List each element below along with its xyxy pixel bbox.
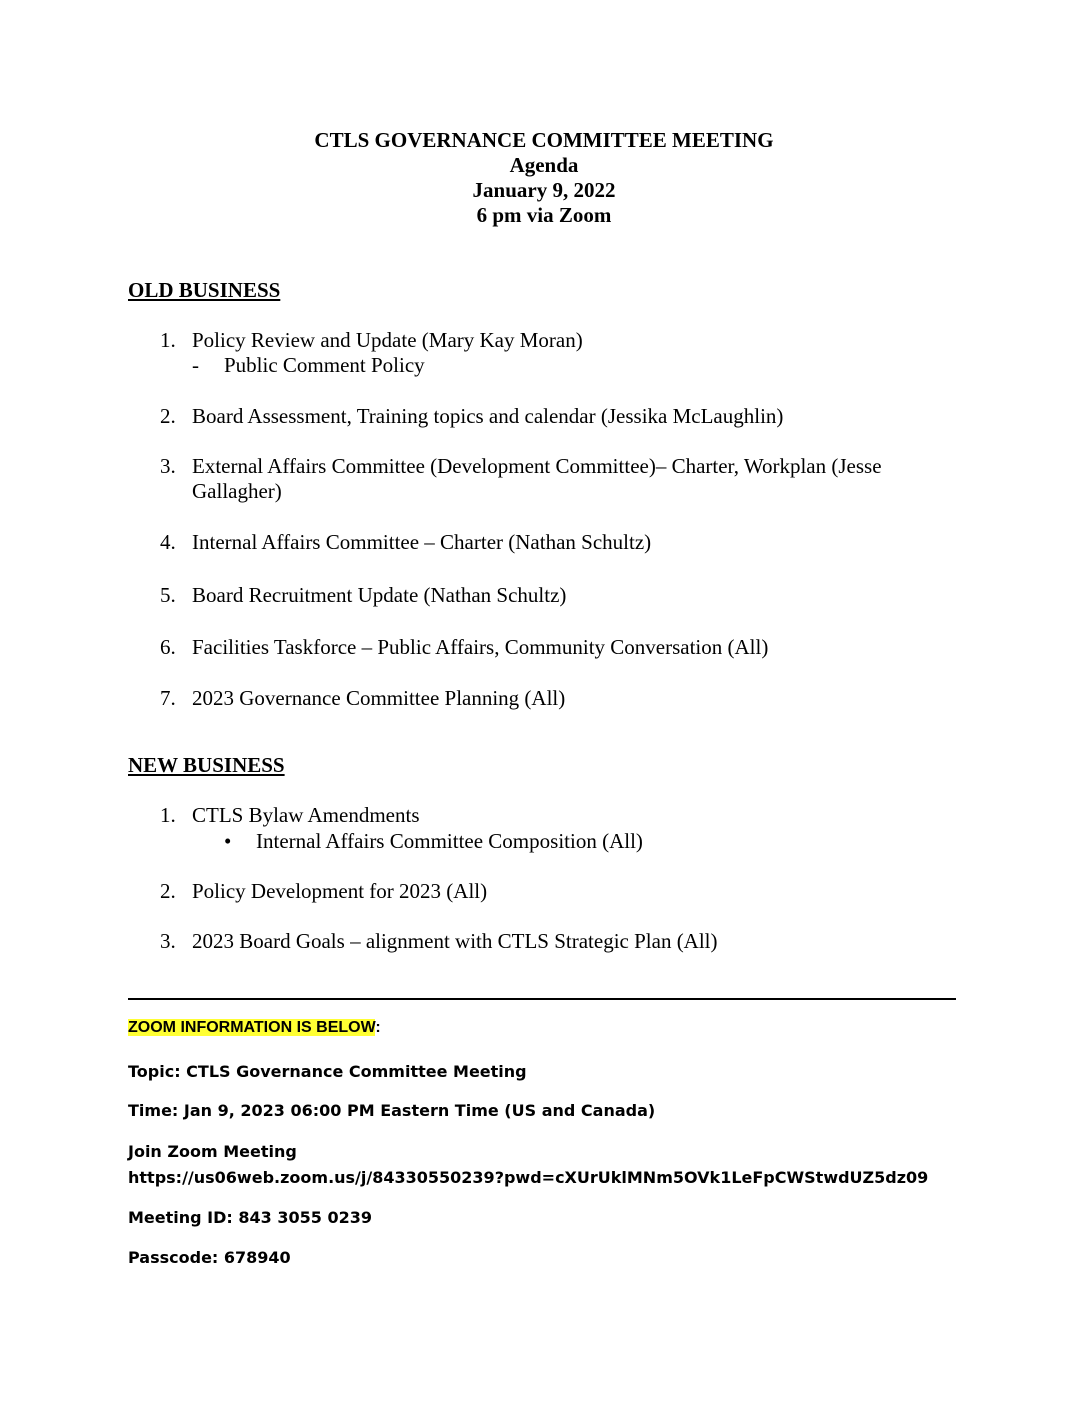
item-text: CTLS Bylaw Amendments [192,803,420,827]
dash-marker: - [192,353,199,377]
zoom-join-label: Join Zoom Meeting [128,1142,297,1161]
item-text: Policy Review and Update (Mary Kay Moran) [192,328,583,352]
zoom-join-link[interactable]: https://us06web.zoom.us/j/84330550239?pwd=cXUrUklMNm5OVk1LeFpCWStwdUZ5dz09 [128,1168,929,1187]
highlighted-heading: ZOOM INFORMATION IS BELOW [128,1019,376,1036]
new-business-subitem-1 [224,829,643,854]
new-business-item-3 [160,929,950,954]
old-business-item-1 [160,328,950,353]
new-business-item-2 [160,879,950,904]
new-business-item-1 [160,803,950,828]
old-business-item-4 [160,530,950,555]
heading-colon: : [375,1019,381,1036]
zoom-time: Time: Jan 9, 2023 06:00 PM Eastern Time (US and Canada) [128,1101,656,1120]
item-text: Board Recruitment Update (Nathan Schultz) [192,583,567,607]
item-number: 5. [160,583,176,607]
item-text: 2023 Board Goals – alignment with CTLS Strategic Plan (All) [192,929,718,953]
subitem-text: Public Comment Policy [224,353,425,377]
item-number: 1. [160,803,176,827]
item-number: 2. [160,404,176,428]
section-divider [128,998,956,1000]
item-number: 6. [160,635,176,659]
item-text: Internal Affairs Committee – Charter (Nathan Schultz) [192,530,652,554]
item-text: Facilities Taskforce – Public Affairs, Community Conversation (All) [192,635,769,659]
document-header [0,128,1088,228]
zoom-passcode: Passcode: 678940 [128,1248,291,1267]
item-text: Board Assessment, Training topics and calendar (Jessika McLaughlin) [192,404,784,428]
old-business-title: OLD BUSINESS [128,278,281,302]
item-text: Policy Development for 2023 (All) [192,879,488,903]
old-business-item-2 [160,404,950,429]
meeting-title: CTLS GOVERNANCE COMMITTEE MEETING [314,128,774,152]
zoom-topic: Topic: CTLS Governance Committee Meeting [128,1062,527,1081]
item-number: 3. [160,929,176,953]
item-number: 3. [160,454,176,478]
meeting-date: January 9, 2022 [472,178,616,202]
item-number: 1. [160,328,176,352]
new-business-title: NEW BUSINESS [128,753,285,777]
subitem-text: Internal Affairs Committee Composition (All) [256,829,643,853]
old-business-subitem-1 [192,353,425,378]
old-business-item-7 [160,686,950,711]
old-business-item-3 [160,454,950,504]
item-number: 7. [160,686,176,710]
item-number: 2. [160,879,176,903]
zoom-info-heading [128,1018,381,1038]
item-text: 2023 Governance Committee Planning (All) [192,686,566,710]
item-text: External Affairs Committee (Development Committee)– Charter, Workplan (Jesse Gallagher) [192,454,882,503]
zoom-meeting-id: Meeting ID: 843 3055 0239 [128,1208,372,1227]
meeting-time: 6 pm via Zoom [476,203,612,227]
agenda-label: Agenda [509,153,579,177]
old-business-item-5 [160,583,950,608]
bullet-marker: • [224,829,232,853]
old-business-item-6 [160,635,950,660]
item-number: 4. [160,530,176,554]
